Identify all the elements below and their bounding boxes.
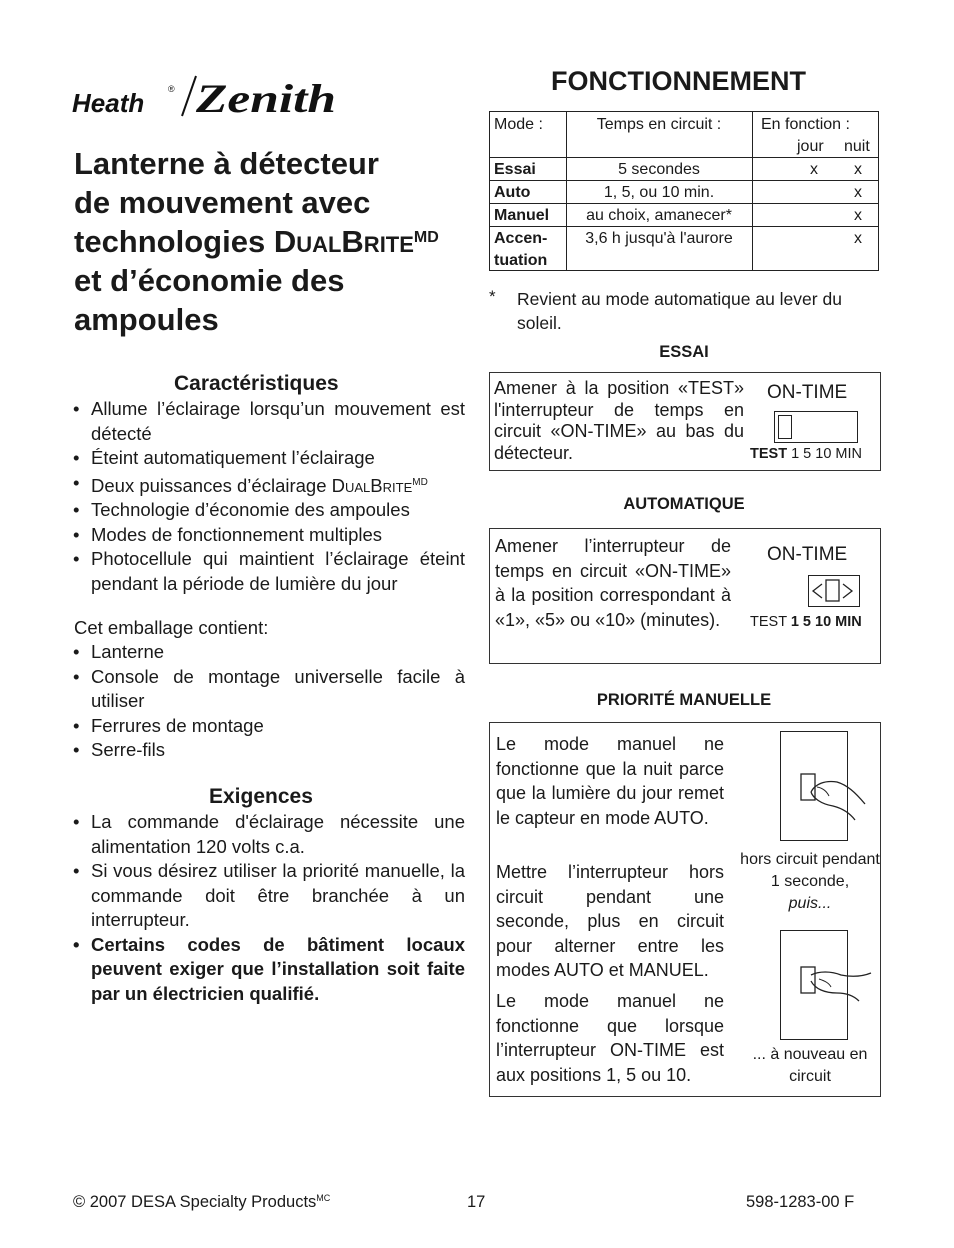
item-text: Deux puissances d’éclairage — [91, 474, 332, 496]
automatique-panel — [489, 528, 881, 664]
list-item: • Allume l’éclairage lorsqu’un mouvement est détecté — [73, 397, 465, 446]
manual-paragraph: Mettre l’interrupteur hors circuit pendant une seconde, plus en circuit pour alterner entre les modes AUTO et MANUEL. — [496, 862, 724, 980]
trademark-sup: MD — [412, 476, 428, 488]
automatique-instructions: Amener l’interrupteur de temps en circuit «ON-TIME» à la position correspondant à «1», «5» ou «10» (minutes). — [495, 536, 731, 630]
wall-switch-off — [780, 731, 848, 841]
switch-caption-off — [740, 849, 880, 915]
list-item: • Serre-fils — [73, 738, 465, 763]
table-cell: x — [854, 230, 862, 247]
dualbrite-brand: DualBrite — [331, 474, 413, 496]
copyright-text: © 2007 DESA Specialty Products — [73, 1193, 317, 1211]
footnote-marker: * — [489, 287, 496, 306]
manual-paragraph: Le mode manuel ne fonctionne que la nuit parce que la lumière du jour remet le capteur en mode AUTO. — [496, 734, 724, 828]
requirements-heading: Exigences — [209, 785, 313, 808]
heath-zenith-logo — [70, 72, 340, 118]
section-title-manual: PRIORITÉ MANUELLE — [596, 691, 772, 709]
table-cell: x — [810, 161, 818, 178]
manual-panel — [489, 722, 881, 1097]
table-header: Temps en circuit : — [596, 116, 722, 133]
ontime-label: ON-TIME — [767, 382, 848, 403]
list-item: • La commande d'éclairage nécessite une alimentation 120 volts c.a. — [73, 810, 465, 859]
wall-switch-on — [780, 930, 848, 1040]
features-heading: Caractéristiques — [174, 372, 339, 395]
table-header: Mode : — [494, 116, 543, 133]
ontime-slider-auto — [808, 575, 860, 607]
contents-intro: Cet emballage contient: — [74, 617, 269, 638]
table-cell: 5 secondes — [618, 161, 700, 178]
operation-heading: FONCTIONNEMENT — [551, 66, 806, 96]
features-list — [73, 397, 465, 596]
footnote: Revient au mode automatique au lever du soleil. — [517, 289, 842, 333]
table-cell: Essai — [494, 161, 536, 178]
list-item: • Éteint automatiquement l’éclairage — [73, 446, 465, 471]
scale-test: TEST — [750, 446, 788, 462]
page-number: 17 — [467, 1193, 486, 1211]
footer-copyright — [73, 1193, 330, 1212]
scale-test: TEST — [750, 614, 791, 630]
requirements-list — [73, 810, 465, 1006]
logo-heath: Heath — [72, 88, 145, 118]
table-cell: tuation — [494, 252, 548, 269]
document-code: 598-1283-00 F — [746, 1193, 855, 1211]
list-item: • Lanterne — [73, 640, 465, 665]
trademark-sup: MD — [413, 229, 439, 246]
list-item: • Technologie d’économie des ampoules — [73, 498, 465, 523]
table-cell: 3,6 h jusqu'à l'aurore — [585, 230, 733, 247]
page-title — [74, 144, 474, 339]
table-cell: Manuel — [494, 207, 550, 224]
table-cell: au choix, amanecer* — [586, 207, 732, 224]
manual-paragraph: Le mode manuel ne fonctionne que lorsque l’interrupteur ON-TIME est aux positions 1, 5 ou 10. — [496, 991, 724, 1085]
table-cell: Accen- — [494, 230, 548, 247]
scale-values: 1 5 10 MIN — [790, 614, 862, 630]
title-line: et d’économie des — [74, 263, 345, 298]
table-cell: Auto — [494, 184, 531, 201]
slider-knob — [778, 415, 792, 439]
trademark-sup: MC — [316, 1193, 331, 1203]
list-item: • Photocellule qui maintient l’éclairage éteint pendant la période de lumière du jour — [73, 547, 465, 596]
section-title-essai: ESSAI — [659, 343, 709, 361]
ontime-scale — [750, 614, 862, 630]
ontime-slider-test — [774, 411, 858, 443]
list-item: • Si vous désirez utiliser la priorité manuelle, la commande doit être branchée à un interrupteur. — [73, 859, 465, 933]
title-text: technologies — [74, 224, 274, 259]
table-header: nuit — [844, 138, 870, 155]
title-line: Lanterne à détecteur — [74, 146, 379, 181]
table-header: jour — [797, 138, 824, 155]
essai-panel — [489, 372, 881, 471]
title-line: de mouvement avec — [74, 185, 371, 220]
list-item-warning: • Certains codes de bâtiment locaux peuvent exiger que l’installation soit faite par un électricien qualifié. — [73, 933, 465, 1007]
table-cell: x — [854, 184, 862, 201]
logo-reg: ® — [168, 84, 175, 94]
table-cell: 1, 5, ou 10 min. — [603, 184, 715, 201]
list-item — [73, 471, 465, 499]
list-item: • Ferrures de montage — [73, 714, 465, 739]
section-title-automatique: AUTOMATIQUE — [623, 495, 745, 513]
logo-zenith: Zenith — [194, 76, 336, 118]
list-item: • Modes de fonctionnement multiples — [73, 523, 465, 548]
table-header: En fonction : — [761, 116, 850, 133]
title-line — [74, 222, 474, 261]
list-item: • Console de montage universelle facile à utiliser — [73, 665, 465, 714]
ontime-scale — [750, 446, 862, 462]
contents-list — [73, 640, 465, 763]
essai-instructions: Amener à la position «TEST» l'interrupteur de temps en circuit «ON-TIME» au bas du détecteur. — [494, 378, 744, 463]
caption-italic: puis... — [788, 895, 832, 912]
scale-values: 1 5 10 MIN — [787, 446, 863, 462]
table-cell: x — [854, 161, 862, 178]
dualbrite-brand: DualBrite — [273, 224, 414, 259]
mode-table — [489, 111, 879, 271]
ontime-label: ON-TIME — [767, 544, 848, 565]
title-line: ampoules — [74, 302, 219, 337]
switch-caption-on: ... à nouveau en circuit — [752, 1046, 868, 1085]
caption-text: hors circuit pendant 1 seconde, — [740, 851, 880, 890]
table-cell: x — [854, 207, 862, 224]
